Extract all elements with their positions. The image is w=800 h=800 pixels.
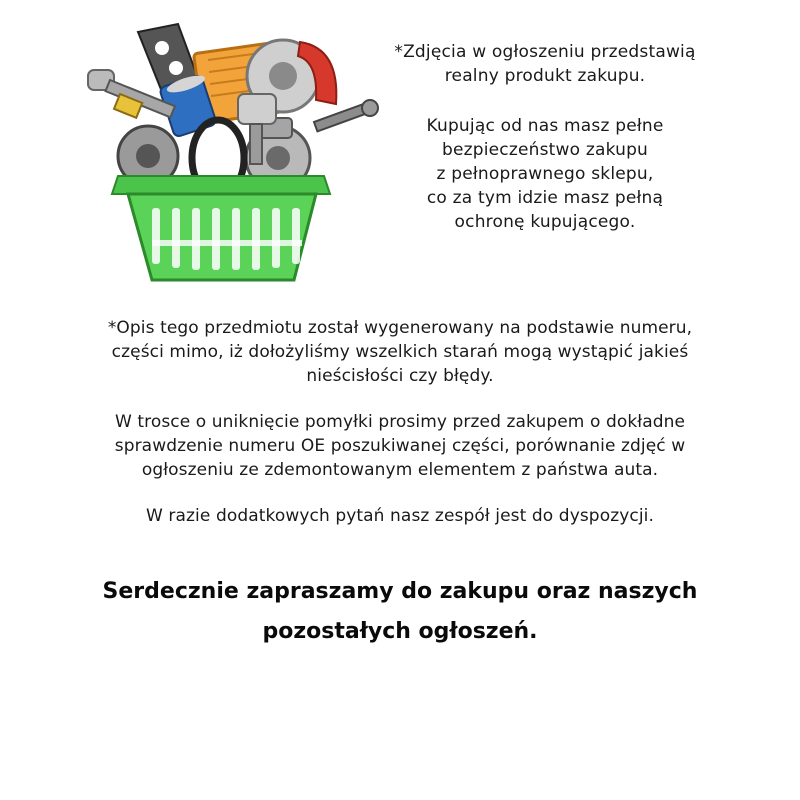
- auto-parts-basket-icon: [78, 18, 380, 286]
- notice-description-line-1: *Opis tego przedmiotu został wygenerowany na podstawie numeru,: [107, 318, 693, 338]
- basket-icon: [112, 176, 330, 280]
- notice-security-line-5: ochronę kupującego.: [454, 212, 636, 232]
- notice-security-line-4: co za tym idzie masz pełną: [426, 188, 664, 208]
- notice-verification-line-1: W trosce o uniknięcie pomyłki prosimy przed zakupem o dokładne: [114, 412, 686, 432]
- notice-contact: W razie dodatkowych pytań nasz zespół jest do dyspozycji.: [146, 506, 654, 526]
- notice-photos-line-2: realny produkt zakupu.: [444, 66, 646, 86]
- notice-verification-line-2: sprawdzenie numeru OE poszukiwanej części, porównanie zdjęć w: [114, 436, 686, 456]
- notice-security-line-3: z pełnoprawnego sklepu,: [436, 164, 654, 184]
- description-notice: [60, 316, 740, 528]
- notice-security-line-2: bezpieczeństwo zakupu: [441, 140, 649, 160]
- notice-description-line-2: części mimo, iż dołożyliśmy wszelkich starań mogą wystąpić jakieś: [111, 342, 689, 362]
- invitation-heading: [60, 572, 740, 652]
- notice-security-line-1: Kupując od nas masz pełne: [426, 116, 664, 136]
- invitation-line-2: pozostałych ogłoszeń.: [262, 619, 538, 644]
- notice-description-line-3: nieścisłości czy błędy.: [306, 366, 494, 386]
- notice-photos-line-1: *Zdjęcia w ogłoszeniu przedstawią: [394, 42, 696, 62]
- top-notice: [385, 40, 705, 234]
- notice-verification-line-3: ogłoszeniu ze zdemontowanym elementem z państwa auta.: [141, 460, 659, 480]
- invitation-line-1: Serdecznie zapraszamy do zakupu oraz naszych: [102, 579, 698, 604]
- camshaft-icon: [314, 100, 378, 131]
